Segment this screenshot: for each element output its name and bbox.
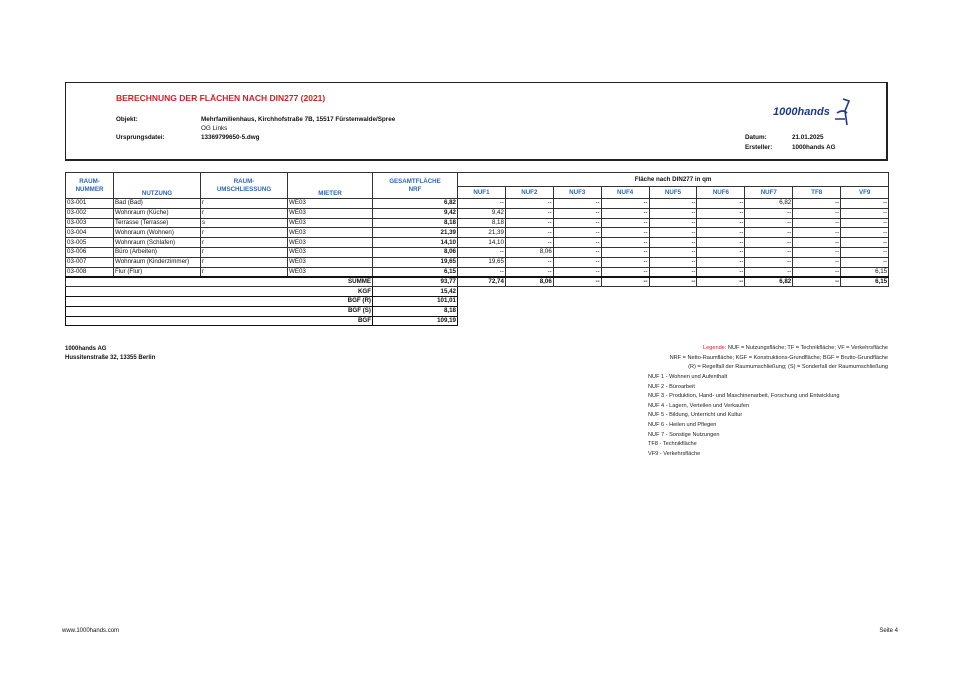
table-row (66, 208, 889, 218)
total-value: 101,01 (373, 296, 458, 306)
cell-nuf3: -- (553, 218, 601, 228)
cell-mieter: WE03 (288, 199, 373, 209)
cell-nutzung: Wohnraum (Küche) (114, 208, 201, 218)
cell-vf9: -- (841, 247, 889, 257)
cell-nuf6: -- (697, 247, 745, 257)
cell-mieter: WE03 (288, 218, 373, 228)
empty-cell (458, 287, 889, 297)
ursprung-label: Ursprungsdatei: (116, 134, 165, 141)
cell-nuf5: -- (649, 228, 697, 238)
cell-nrf: 6,15 (373, 267, 458, 277)
cell-nuf2: -- (505, 238, 553, 248)
table-row (66, 267, 889, 277)
col-nuf5: NUF5 (649, 187, 697, 199)
cell-nuf5: -- (649, 247, 697, 257)
cell-vf9: -- (841, 218, 889, 228)
cell-nuf3: -- (553, 247, 601, 257)
empty-cell (458, 316, 889, 326)
cell-tf8: -- (793, 238, 841, 248)
cell-nuf2: -- (505, 228, 553, 238)
cell-nuf7: 6,82 (745, 199, 793, 209)
cell-nuf5: -- (649, 199, 697, 209)
total-value: 15,42 (373, 287, 458, 297)
cell-nuf6: -- (697, 208, 745, 218)
empty-cell (458, 296, 889, 306)
table-row (66, 228, 889, 238)
col-nuf2: NUF2 (505, 187, 553, 199)
summe-vf9: 6,15 (841, 277, 889, 287)
legend-item: NUF 5 - Bildung, Unterricht und Kultur (648, 412, 743, 419)
legend-text-1: NUF = Nutzungsfläche; TF = Technikfläche; VF = Verkehrsfläche (727, 345, 888, 351)
col-nuf1: NUF1 (458, 187, 506, 199)
cell-umschliessung: r (201, 247, 288, 257)
cell-vf9: -- (841, 257, 889, 267)
legend-item: VF9 - Verkehrsfläche (648, 450, 701, 457)
cell-nuf5: -- (649, 257, 697, 267)
total-value: 8,18 (373, 306, 458, 316)
total-value: 109,19 (373, 316, 458, 326)
cell-nuf3: -- (553, 238, 601, 248)
cell-nuf1: 21,39 (458, 228, 506, 238)
area-table (65, 172, 889, 326)
summe-nrf: 93,77 (373, 277, 458, 287)
cell-nuf6: -- (697, 238, 745, 248)
total-row (66, 306, 889, 316)
total-label: BGF (R) (66, 296, 373, 306)
cell-umschliessung: r (201, 267, 288, 277)
cell-umschliessung: s (201, 218, 288, 228)
hand-icon (833, 97, 853, 127)
cell-nuf2: -- (505, 267, 553, 277)
cell-nuf4: -- (601, 247, 649, 257)
summe-nuf1: 72,74 (458, 277, 506, 287)
cell-nuf5: -- (649, 218, 697, 228)
geschoss-value: OG Links (201, 125, 228, 132)
legend-label: Legende: (703, 345, 727, 351)
cell-raumnummer: 03-004 (66, 228, 114, 238)
datum-label: Datum: (745, 134, 767, 141)
table-row (66, 247, 889, 257)
legend-line-1 (703, 344, 888, 354)
objekt-label: Objekt: (116, 116, 138, 123)
total-row (66, 316, 889, 326)
cell-mieter: WE03 (288, 238, 373, 248)
legend-item: NUF 4 - Lagern, Verteilen und Verkaufen (648, 402, 750, 409)
cell-nutzung: Wohnraum (Wohnen) (114, 228, 201, 238)
cell-nuf7: -- (745, 257, 793, 267)
empty-cell (458, 306, 889, 316)
table-row (66, 218, 889, 228)
cell-tf8: -- (793, 257, 841, 267)
cell-nuf6: -- (697, 267, 745, 277)
total-row (66, 296, 889, 306)
cell-nuf5: -- (649, 267, 697, 277)
legend-item: NUF 3 - Produktion, Hand- und Maschinenarbeit, Forschung und Entwicklung (648, 393, 840, 400)
cell-vf9: -- (841, 208, 889, 218)
cell-vf9: -- (841, 199, 889, 209)
cell-nuf2: 8,06 (505, 247, 553, 257)
cell-nuf4: -- (601, 267, 649, 277)
cell-nuf3: -- (553, 257, 601, 267)
cell-nuf2: -- (505, 257, 553, 267)
legend-items (648, 373, 840, 459)
total-label: BGF (S) (66, 306, 373, 316)
cell-nuf4: -- (601, 228, 649, 238)
col-raumnummer: RAUM- NUMMER (66, 173, 114, 199)
cell-raumnummer: 03-002 (66, 208, 114, 218)
logo-text: 1000hands (773, 106, 830, 118)
cell-nuf1: -- (458, 267, 506, 277)
cell-nutzung: Terrasse (Terrasse) (114, 218, 201, 228)
cell-raumnummer: 03-008 (66, 267, 114, 277)
cell-nrf: 8,06 (373, 247, 458, 257)
cell-nuf7: -- (745, 238, 793, 248)
cell-nuf7: -- (745, 228, 793, 238)
col-umschliessung: RAUM- UMSCHLIESSUNG (201, 173, 288, 199)
ersteller-label: Ersteller: (745, 144, 773, 151)
document-title: BERECHNUNG DER FLÄCHEN NACH DIN277 (2021) (116, 93, 326, 103)
cell-nuf7: -- (745, 267, 793, 277)
cell-mieter: WE03 (288, 267, 373, 277)
col-tf8: TF8 (793, 187, 841, 199)
col-nutzung: NUTZUNG (114, 173, 201, 199)
cell-nutzung: Bad (Bad) (114, 199, 201, 209)
cell-tf8: -- (793, 267, 841, 277)
cell-tf8: -- (793, 208, 841, 218)
cell-nutzung: Flur (Flur) (114, 267, 201, 277)
cell-nuf6: -- (697, 199, 745, 209)
document-header (65, 82, 888, 161)
summe-nuf3: -- (553, 277, 601, 287)
cell-nrf: 6,82 (373, 199, 458, 209)
ersteller-value: 1000hands AG (792, 144, 836, 151)
summe-nuf4: -- (601, 277, 649, 287)
cell-vf9: 6,15 (841, 267, 889, 277)
total-label: KGF (66, 287, 373, 297)
total-label: BGF (66, 316, 373, 326)
cell-umschliessung: r (201, 208, 288, 218)
table-row (66, 257, 889, 267)
cell-umschliessung: r (201, 257, 288, 267)
cell-nuf2: -- (505, 199, 553, 209)
cell-tf8: -- (793, 228, 841, 238)
cell-nuf7: -- (745, 208, 793, 218)
ursprung-value: 13369799650-5.dwg (201, 134, 260, 141)
cell-mieter: WE03 (288, 208, 373, 218)
table-row (66, 199, 889, 209)
cell-nuf1: -- (458, 247, 506, 257)
col-nuf3: NUF3 (553, 187, 601, 199)
cell-nuf5: -- (649, 208, 697, 218)
col-nuf4: NUF4 (601, 187, 649, 199)
col-mieter: MIETER (288, 173, 373, 199)
cell-umschliessung: r (201, 228, 288, 238)
cell-raumnummer: 03-006 (66, 247, 114, 257)
col-gesamtflaeche: GESAMTFLÄCHE NRF (373, 173, 458, 199)
cell-nuf1: 14,10 (458, 238, 506, 248)
cell-nuf6: -- (697, 228, 745, 238)
company-logo (773, 97, 853, 127)
summe-tf8: -- (793, 277, 841, 287)
cell-tf8: -- (793, 218, 841, 228)
cell-raumnummer: 03-001 (66, 199, 114, 209)
cell-nuf1: 9,42 (458, 208, 506, 218)
cell-raumnummer: 03-007 (66, 257, 114, 267)
summe-nuf5: -- (649, 277, 697, 287)
cell-nuf4: -- (601, 238, 649, 248)
summe-nuf2: 8,06 (505, 277, 553, 287)
footer-page: Seite 4 (879, 628, 898, 634)
cell-nrf: 9,42 (373, 208, 458, 218)
cell-nuf3: -- (553, 208, 601, 218)
cell-vf9: -- (841, 228, 889, 238)
cell-vf9: -- (841, 238, 889, 248)
cell-nuf4: -- (601, 199, 649, 209)
objekt-value: Mehrfamilienhaus, Kirchhofstraße 7B, 15517 Fürstenwalde/Spree (201, 116, 396, 123)
cell-nutzung: Büro (Arbeiten) (114, 247, 201, 257)
cell-tf8: -- (793, 199, 841, 209)
summe-nuf7: 6,82 (745, 277, 793, 287)
summe-nuf6: -- (697, 277, 745, 287)
cell-nuf4: -- (601, 257, 649, 267)
datum-value: 21.01.2025 (792, 134, 824, 141)
company-name: 1000hands AG (65, 346, 107, 352)
cell-nuf4: -- (601, 208, 649, 218)
col-group-din277: Fläche nach DIN277 in qm (458, 173, 889, 187)
cell-nuf1: -- (458, 199, 506, 209)
cell-mieter: WE03 (288, 257, 373, 267)
cell-raumnummer: 03-005 (66, 238, 114, 248)
cell-raumnummer: 03-003 (66, 218, 114, 228)
table-row (66, 238, 889, 248)
cell-nuf3: -- (553, 199, 601, 209)
col-nuf6: NUF6 (697, 187, 745, 199)
cell-umschliessung: r (201, 199, 288, 209)
legend-item: NUF 1 - Wohnen und Aufenthalt (648, 374, 728, 380)
cell-nuf3: -- (553, 267, 601, 277)
cell-nuf6: -- (697, 218, 745, 228)
footer-website: www.1000hands.com (62, 628, 120, 634)
cell-nuf2: -- (505, 218, 553, 228)
cell-umschliessung: r (201, 238, 288, 248)
cell-nuf1: 8,18 (458, 218, 506, 228)
cell-mieter: WE03 (288, 247, 373, 257)
summe-row (66, 277, 889, 287)
legend-line-2: NRF = Netto-Raumfläche; KGF = Konstruktions-Grundfläche; BGF = Brutto-Grundfläche (669, 354, 888, 361)
legend-item: TF8 - Technikfläche (648, 441, 697, 448)
summe-label: SUMME (66, 277, 373, 287)
legend-line-3: (R) = Regelfall der Raumumschließung; (S) = Sonderfall der Raumumschließung (688, 364, 888, 371)
legend-item: NUF 7 - Sonstige Nutzungen (648, 431, 720, 438)
cell-nrf: 14,10 (373, 238, 458, 248)
cell-nuf2: -- (505, 208, 553, 218)
cell-nutzung: Wohnraum (Kinderzimmer) (114, 257, 201, 267)
cell-nuf5: -- (649, 238, 697, 248)
cell-nuf7: -- (745, 218, 793, 228)
cell-mieter: WE03 (288, 228, 373, 238)
cell-nutzung: Wohnraum (Schlafen) (114, 238, 201, 248)
col-vf9: VF9 (841, 187, 889, 199)
cell-nrf: 8,18 (373, 218, 458, 228)
cell-nuf1: 19,65 (458, 257, 506, 267)
legend-item: NUF 6 - Heilen und Pflegen (648, 421, 717, 428)
col-nuf7: NUF7 (745, 187, 793, 199)
cell-nuf7: -- (745, 247, 793, 257)
cell-nuf6: -- (697, 257, 745, 267)
cell-tf8: -- (793, 247, 841, 257)
cell-nrf: 19,65 (373, 257, 458, 267)
cell-nuf4: -- (601, 218, 649, 228)
cell-nuf3: -- (553, 228, 601, 238)
cell-nrf: 21,39 (373, 228, 458, 238)
total-row (66, 287, 889, 297)
company-address: Hussitenstraße 32, 13355 Berlin (65, 355, 156, 361)
legend-item: NUF 2 - Büroarbeit (648, 383, 695, 390)
